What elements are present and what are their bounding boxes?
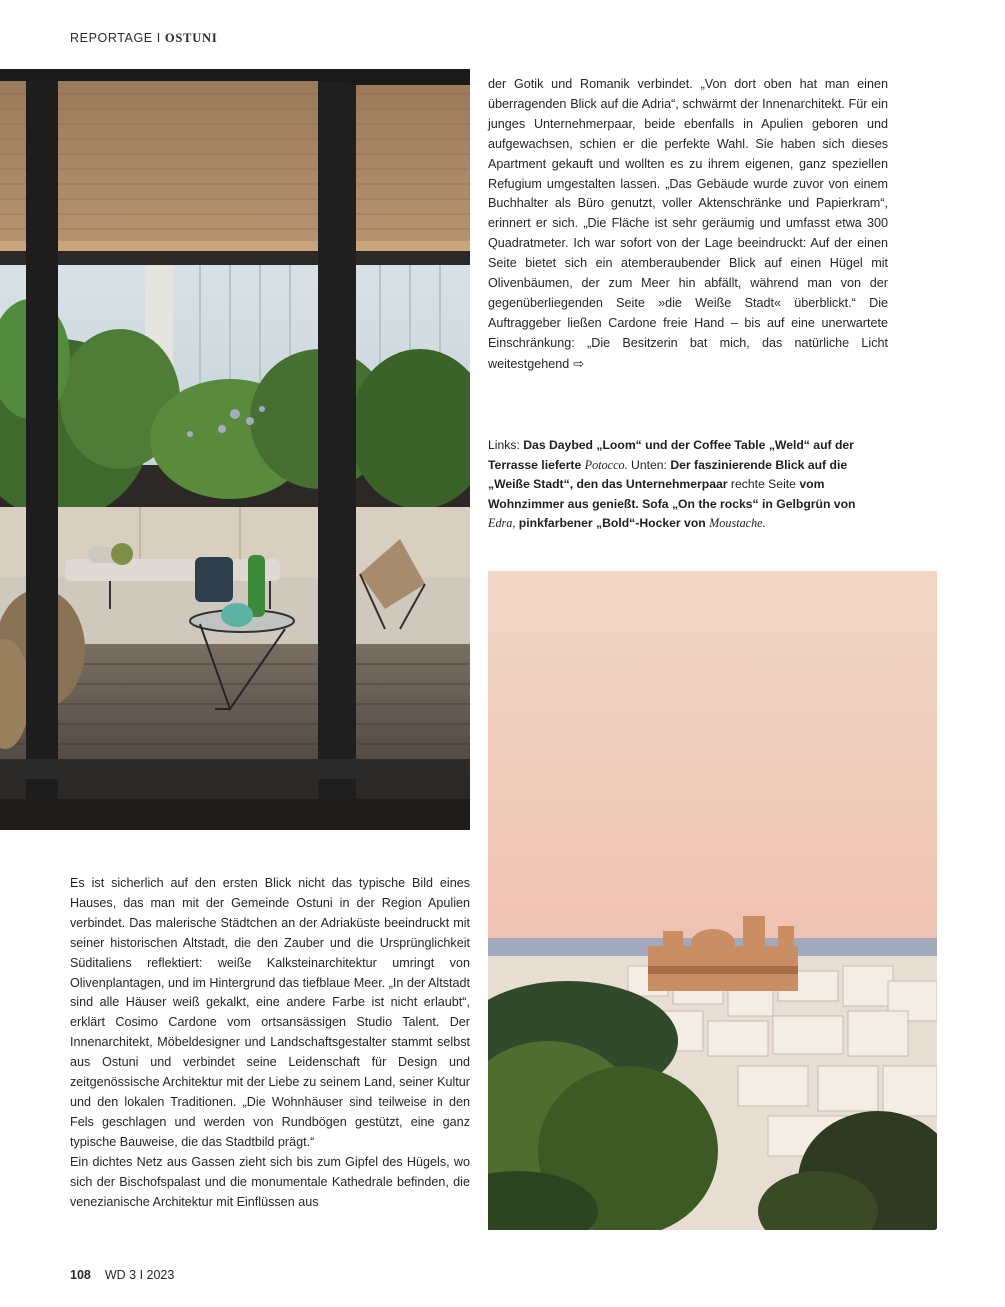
caption-brand-moustache: Moustache. [709,516,766,530]
body-text-left-column [70,874,470,1212]
caption-part2: Das Daybed „Loom“ und der Coffee Table „Weld“ auf der Terrasse lieferte [488,438,854,472]
city-photo [488,571,937,1230]
caption-part3: Unten: [627,457,671,472]
header-section: REPORTAGE [70,31,153,45]
continue-arrow-icon: ⇨ [573,355,585,371]
caption-part7: pinkfarbener „Bold“-Hocker von [515,516,710,530]
body-text-right-column [488,75,888,375]
caption-brand-edra: Edra, [488,516,516,530]
caption-brand-potocco: Potocco. [584,457,628,472]
caption-part5: rechte Seite [727,477,800,491]
caption-part6: vom Wohnzimmer aus genießt. Sofa „On the rocks“ in Gelbgrün von [488,477,856,511]
left-column-paragraph-1: Es ist sicherlich auf den ersten Blick nicht das typische Bild eines Hauses, das man mit der Gemeinde Ostuni in der Region Apulien verbindet. Das malerische Städtchen an der Adriaküste beeindruckt mit seiner historischen Altstadt, die den Zauber und die Ursprünglichkeit Süditaliens reflektiert: weiße Kalksteinarchitektur umringt von Olivenplantagen, und im Hintergrund das tiefblaue Meer. „In der Altstadt sind alle Häuser weiß gekalkt, eine andere Farbe ist nicht erlaubt“, erklärt Cosimo Cardone vom ortsansässigen Studio Talent. Der Innenarchitekt, Möbeldesigner und Landschaftsgestalter stammt selbst aus Ostuni und verbindet seine Leidenschaft für Design und zeitgenössische Architektur mit der Liebe zu seinem Land, seiner Kultur und den lokalen Traditionen. „Die Wohnhäuser sind teilweise in den Fels geschlagen und werden von Rundbögen gestützt, eine ganz typische Bauweise, die das Stadtbild prägt.“ [70,876,470,1149]
page-footer [70,1268,174,1282]
header-separator: I [156,31,161,45]
right-column-paragraph: der Gotik und Romanik verbindet. „Von dort oben hat man einen überragenden Blick auf die Adria“, schwärmt der Innenarchitekt. Für ein junges Unternehmerpaar, beide ebenfalls in Apulien geboren und aufgewachsen, schien er die perfekte Wahl. Sie haben sich dieses Apartment gekauft und wollten es zu ihrem eigenen, ganz speziellen Refugium umgestalten lassen. „Das Gebäude wurde zuvor von einem Buchhalter als Büro genutzt, voller Aktenschränke und Papierkram“, erinnert er sich. „Die Fläche ist sehr geräumig und umfasst etwa 300 Quadratmeter. Ich war sofort von der Lage beeindruckt: Auf der einen Seite bietet sich ein atemberaubender Blick auf einen Hügel mit Olivenbäumen, der zum Meer hin abfällt, während man von der gegenüberliegenden Seite »die Weiße Stadt« überblickt.“ Die Auftraggeber ließen Cardone freie Hand – bis auf eine unerwartete Einschränkung: „Die Besitzerin bat mich, das natürliche Licht weitestgehend [488,77,888,371]
terrace-photo [0,69,470,830]
page-number: 108 [70,1268,91,1282]
left-column-paragraph-2: Ein dichtes Netz aus Gassen zieht sich bis zum Gipfel des Hügels, wo sich der Bischofspalast und die monumentale Kathedrale befinden, die venezianische Architektur mit Einflüssen aus [70,1154,470,1209]
header-title: OSTUNI [164,31,218,45]
issue-label: WD 3 I 2023 [104,1268,175,1282]
caption-part4: Der faszinierende Blick auf die „Weiße Stadt“, den das Unternehmerpaar [488,457,848,491]
running-header [70,31,218,46]
photo-caption [488,436,873,534]
caption-part1: Links: [488,438,524,452]
